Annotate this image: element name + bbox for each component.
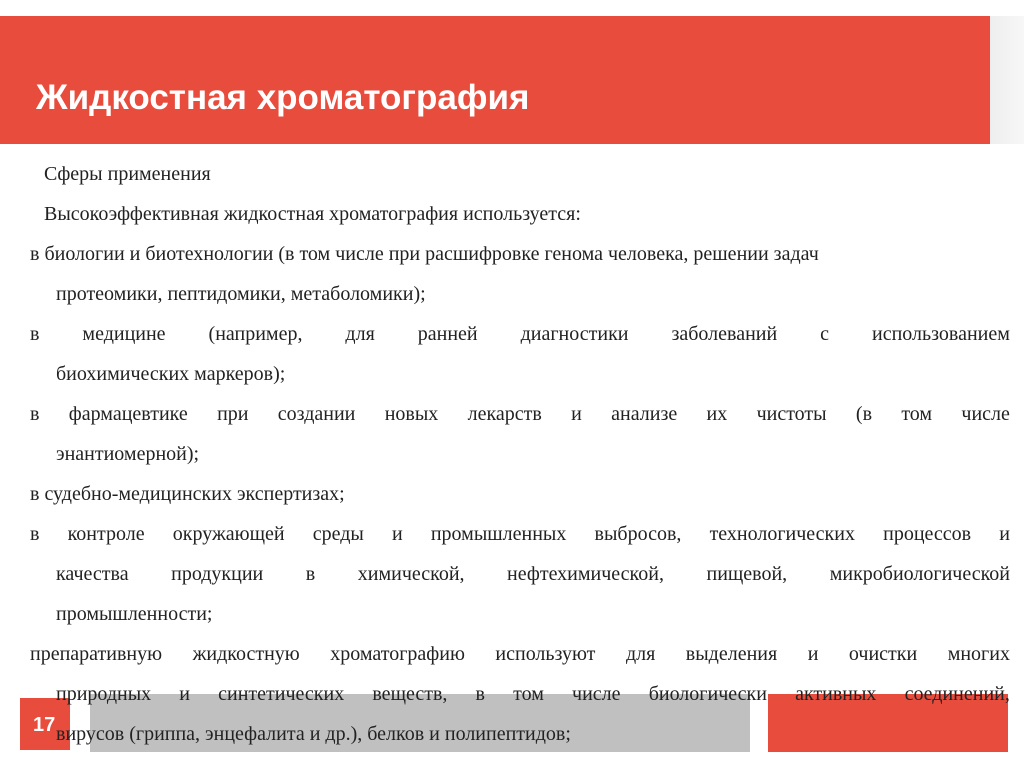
word: диагностики <box>520 323 629 345</box>
intro-line: Высокоэффективная жидкостная хроматография используется: <box>44 203 581 225</box>
body-line: в судебно-медицинских экспертизах; <box>30 483 345 505</box>
word: химической, <box>357 563 465 585</box>
word: в <box>30 523 40 545</box>
word: в <box>475 683 485 705</box>
word: продукции <box>171 563 264 585</box>
word: процессов <box>883 523 972 545</box>
word: лекарств <box>467 403 542 425</box>
body-line: энантиомерной); <box>56 443 200 465</box>
word: соединений, <box>904 683 1010 705</box>
word: новых <box>384 403 439 425</box>
body-line: в биологии и биотехнологии (в том числе при расшифровке генома человека, решении задач <box>30 243 819 265</box>
word: контроле <box>67 523 145 545</box>
word: технологических <box>709 523 855 545</box>
word: том <box>901 403 933 425</box>
word: числе <box>961 403 1010 425</box>
word: фармацевтике <box>68 403 188 425</box>
body-line <box>30 674 1010 714</box>
word: в <box>30 403 40 425</box>
word: среды <box>312 523 364 545</box>
word: ранней <box>417 323 478 345</box>
word: веществ, <box>372 683 448 705</box>
word: очистки <box>848 643 918 665</box>
page-number: 17 <box>33 714 56 736</box>
word: окружающей <box>172 523 285 545</box>
word: том <box>513 683 544 705</box>
word: их <box>706 403 728 425</box>
word: микробиологической <box>829 563 1010 585</box>
word: (в <box>855 403 873 425</box>
word: в <box>305 563 316 585</box>
slide-body <box>30 154 1010 754</box>
word: активных <box>795 683 877 705</box>
word: используют <box>495 643 596 665</box>
word: чистоты <box>756 403 827 425</box>
word: заболеваний <box>671 323 778 345</box>
word: синтетических <box>218 683 345 705</box>
word: хроматографию <box>330 643 465 665</box>
word: многих <box>947 643 1010 665</box>
body-line: биохимических маркеров); <box>56 363 286 385</box>
word: природных <box>56 683 152 705</box>
body-line <box>30 554 1010 594</box>
word: числе <box>572 683 621 705</box>
word: использованием <box>872 323 1010 345</box>
title-banner-edge <box>990 16 1024 144</box>
word: биологически <box>648 683 767 705</box>
body-line <box>30 514 1010 554</box>
word: для <box>625 643 656 665</box>
word: и <box>391 523 403 545</box>
word: качества <box>56 563 129 585</box>
word: жидкостную <box>192 643 300 665</box>
body-line <box>30 634 1010 674</box>
body-line: промышленности; <box>56 603 213 625</box>
word: выбросов, <box>594 523 682 545</box>
word: анализе <box>611 403 678 425</box>
word: (например, <box>208 323 303 345</box>
body-line: протеомики, пептидомики, метаболомики); <box>56 283 426 305</box>
word: и <box>571 403 582 425</box>
word: в <box>30 323 40 345</box>
slide-title: Жидкостная хроматография <box>36 78 530 117</box>
word: нефтехимической, <box>507 563 664 585</box>
word: медицине <box>82 323 166 345</box>
word: при <box>217 403 249 425</box>
word: и <box>999 523 1010 545</box>
word: препаративную <box>30 643 163 665</box>
word: создании <box>277 403 356 425</box>
section-heading: Сферы применения <box>44 163 211 185</box>
body-line <box>30 314 1010 354</box>
body-line <box>30 394 1010 434</box>
body-line: вирусов (гриппа, энцефалита и др.), белков и полипептидов; <box>56 723 571 745</box>
word: и <box>179 683 190 705</box>
word: промышленных <box>430 523 567 545</box>
word: с <box>820 323 830 345</box>
word: выделения <box>685 643 778 665</box>
word: и <box>807 643 819 665</box>
word: для <box>345 323 375 345</box>
word: пищевой, <box>706 563 788 585</box>
